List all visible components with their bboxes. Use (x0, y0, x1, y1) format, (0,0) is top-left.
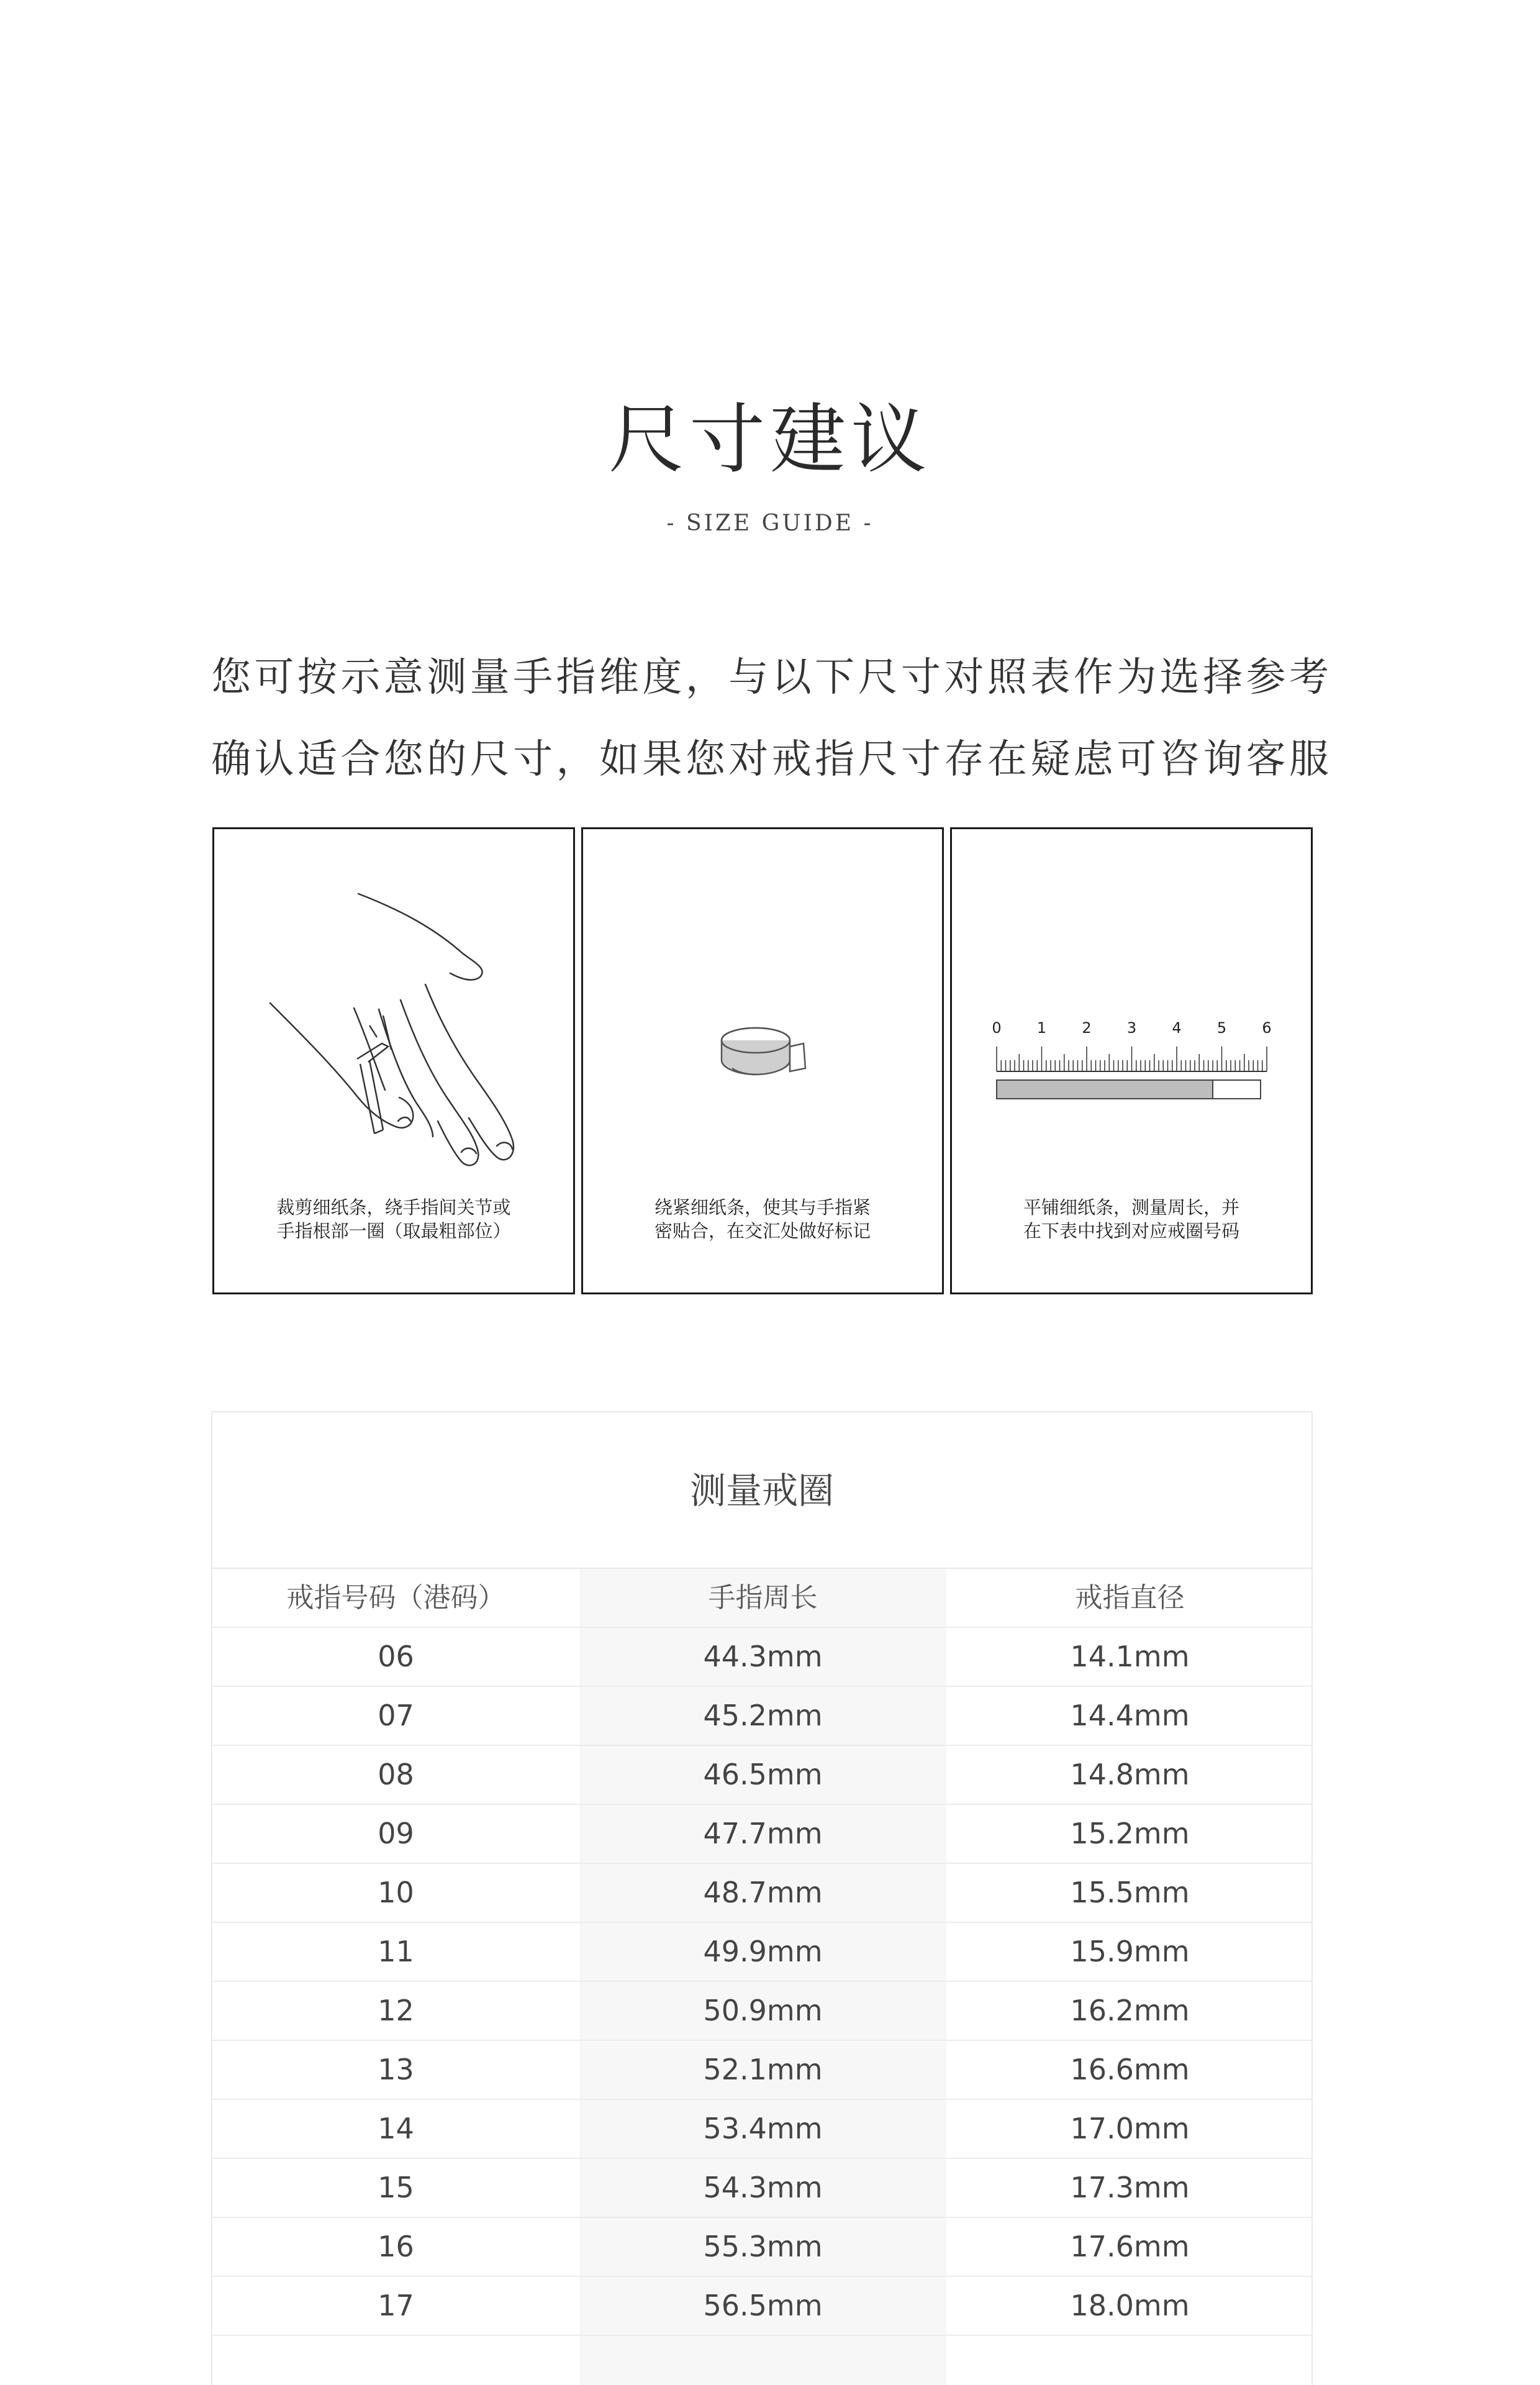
ruler-label: 1 (1036, 1019, 1047, 1037)
step-card-wrap (950, 827, 1313, 1294)
table-row (212, 2277, 1313, 2336)
intro-line: 您可按示意测量手指维度，与以下尺寸对照表作为选择参考 (211, 655, 1329, 701)
column-header: 戒指直径 (1075, 1582, 1185, 1614)
table-cell: 56.5mm (703, 2289, 823, 2322)
table-cell: 08 (378, 1758, 414, 1791)
table-cell: 15.2mm (1070, 1817, 1190, 1850)
table-cell: 47.7mm (703, 1817, 823, 1850)
table-cell: 12 (378, 1994, 414, 2027)
table-title: 测量戒圈 (212, 1412, 1311, 1569)
table-row (212, 1864, 1313, 1923)
table-row (212, 1746, 1313, 1805)
table-cell: 45.2mm (703, 1699, 823, 1732)
table-cell: 07 (378, 1699, 414, 1732)
table-row (212, 2041, 1313, 2100)
table-row (212, 1805, 1313, 1864)
table-row (212, 2100, 1313, 2159)
table-row (212, 1628, 1313, 1687)
ruler-label: 6 (1262, 1019, 1272, 1037)
step-instruction (583, 1196, 942, 1243)
table-row (212, 2159, 1313, 2218)
table-header-row (212, 1569, 1313, 1628)
ruler-label: 3 (1126, 1019, 1137, 1037)
ruler-label: 2 (1082, 1019, 1092, 1037)
table-cell: 17.6mm (1070, 2230, 1190, 2263)
step-line: 平铺细纸条，测量周长，并 (1023, 1197, 1239, 1218)
size-table (211, 1411, 1313, 2385)
table-row (212, 1923, 1313, 1982)
column-header: 戒指号码（港码） (286, 1582, 505, 1614)
table-cell: 18.0mm (1070, 2289, 1190, 2322)
table-cell: 53.4mm (703, 2112, 823, 2145)
table-cell: 06 (378, 1640, 414, 1673)
step-line: 绕紧细纸条，使其与手指紧 (654, 1197, 871, 1218)
paper-strip-marked (997, 1080, 1213, 1099)
table-cell: 10 (378, 1876, 414, 1909)
table-cell: 46.5mm (703, 1758, 823, 1791)
table-cell: 13 (378, 2053, 414, 2086)
table-cell: 17.3mm (1070, 2171, 1190, 2204)
table-cell: 48.7mm (703, 1876, 823, 1909)
table-cell: 44.3mm (703, 1640, 823, 1673)
table-cell: 15.9mm (1070, 1935, 1190, 1968)
table-cell: 15.5mm (1070, 1876, 1190, 1909)
table-row (212, 2218, 1313, 2277)
table-cell: 16 (378, 2230, 414, 2263)
ruler-label: 0 (992, 1019, 1002, 1037)
page-title: 尺寸建议 (609, 396, 931, 484)
table-cell: 49.9mm (703, 1935, 823, 1968)
table-cell: 11 (378, 1935, 414, 1968)
step-line: 密贴合，在交汇处做好标记 (654, 1220, 871, 1242)
table-cell: 15 (378, 2171, 414, 2204)
table-cell: 16.2mm (1070, 1994, 1190, 2027)
step-instruction (214, 1196, 573, 1243)
step-line: 手指根部一圈（取最粗部位） (276, 1220, 511, 1242)
intro-line: 确认适合您的尺寸，如果您对戒指尺寸存在疑虑可咨询客服 (211, 737, 1329, 783)
step-card-wrap (581, 827, 944, 1294)
table-row (212, 1982, 1313, 2041)
table-cell: 14.4mm (1070, 1699, 1190, 1732)
table-cell: 52.1mm (703, 2053, 823, 2086)
table-cell: 17 (378, 2289, 414, 2322)
ruler-label: 4 (1172, 1019, 1182, 1037)
step-line: 裁剪细纸条，绕手指间关节或 (276, 1197, 511, 1218)
page-subtitle: - SIZE GUIDE - (666, 511, 874, 536)
table-row (212, 1687, 1313, 1746)
ruler-label: 5 (1216, 1019, 1227, 1037)
table-cell: 17.0mm (1070, 2112, 1190, 2145)
table-cell: 14.1mm (1070, 1640, 1190, 1673)
step-instruction (952, 1196, 1311, 1243)
table-cell: 55.3mm (703, 2230, 823, 2263)
table-cell: 16.6mm (1070, 2053, 1190, 2086)
step-line: 在下表中找到对应戒圈号码 (1023, 1220, 1239, 1242)
step-card-wrap (212, 827, 575, 1294)
table-cell: 09 (378, 1817, 414, 1850)
column-header: 手指周长 (708, 1582, 818, 1614)
table-cell: 50.9mm (703, 1994, 823, 2027)
table-cell: 54.3mm (703, 2171, 823, 2204)
table-cell: 14 (378, 2112, 414, 2145)
table-cell: 14.8mm (1070, 1758, 1190, 1791)
intro-text (211, 637, 1329, 801)
